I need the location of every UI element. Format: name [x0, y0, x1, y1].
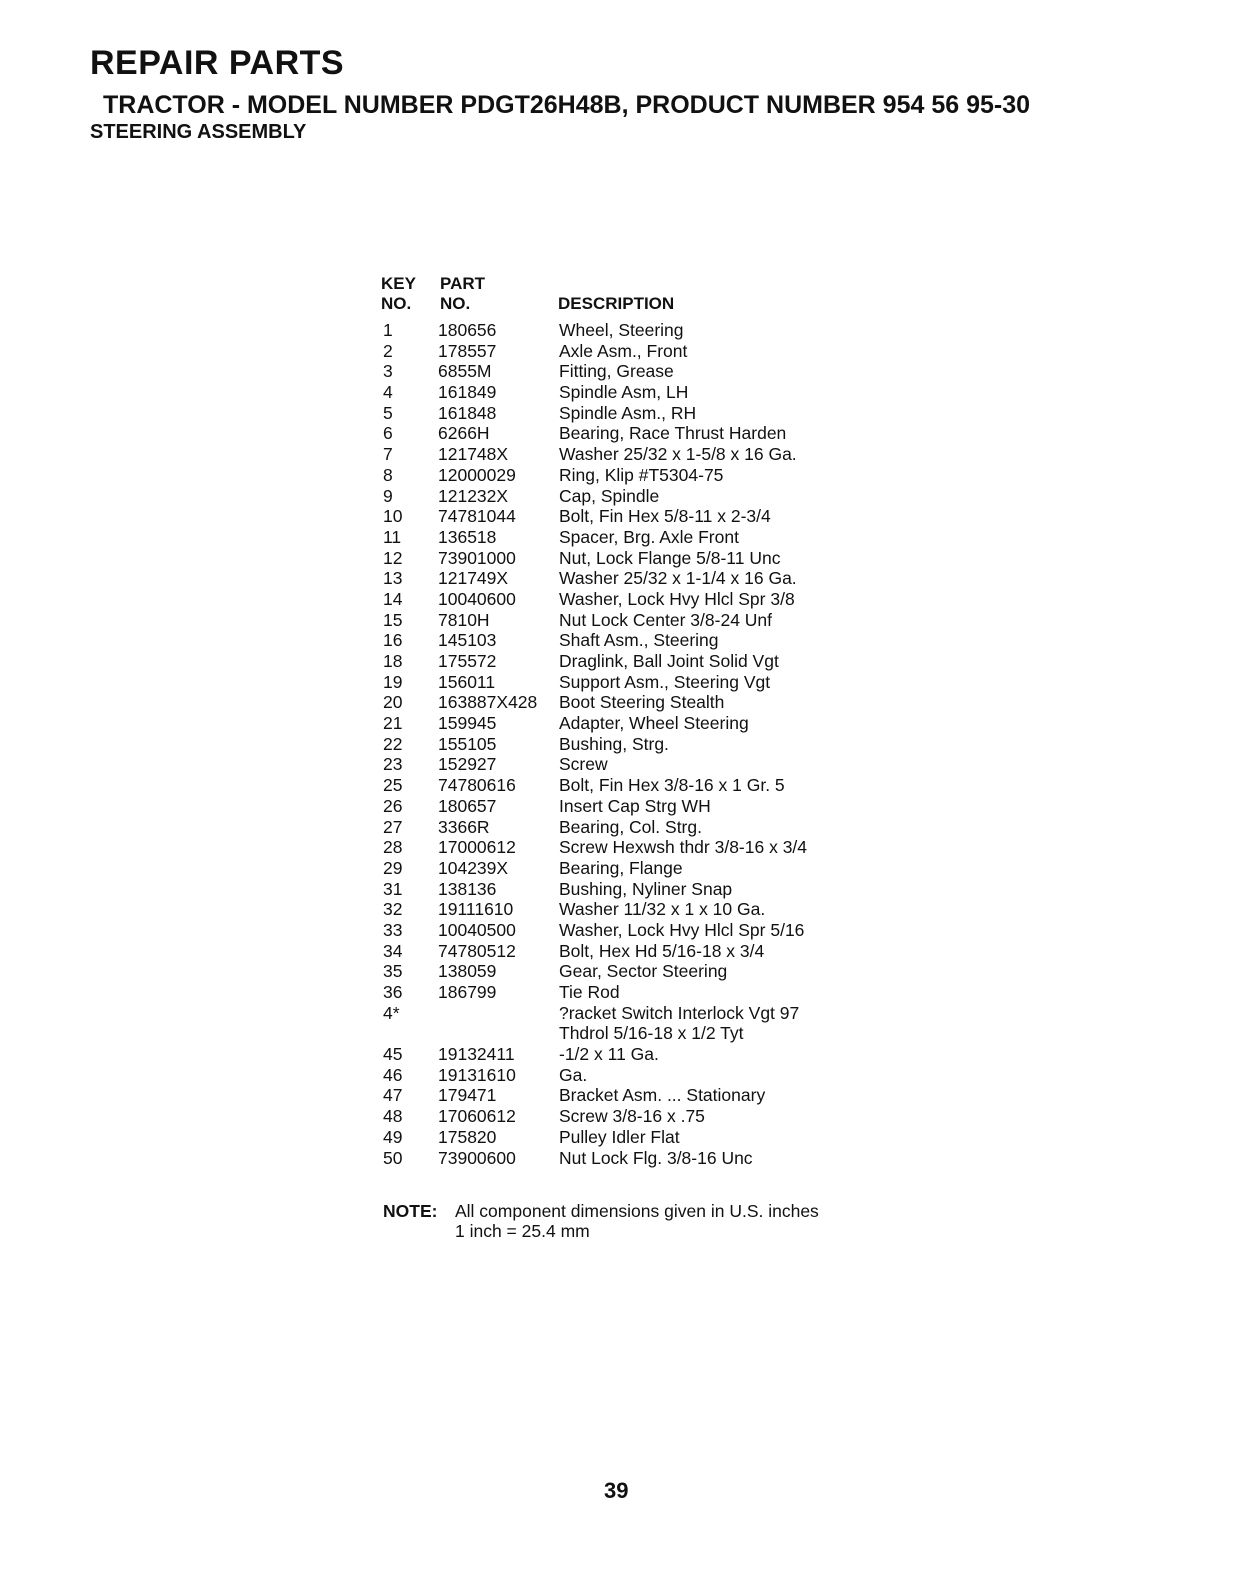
- part-number-cell: 19131610: [438, 1064, 516, 1085]
- part-column-header-no: NO.: [440, 294, 471, 313]
- description-cell: ?racket Switch Interlock Vgt 97: [559, 1002, 800, 1023]
- key-cell: 49: [383, 1126, 403, 1147]
- part-number-cell: 180656: [438, 320, 497, 340]
- description-cell: Fitting, Grease: [559, 361, 674, 382]
- key-cell: 22: [383, 733, 403, 754]
- description-cell: Washer 11/32 x 1 x 10 Ga.: [559, 899, 766, 920]
- key-cell: 8: [383, 464, 393, 485]
- description-cell: Bracket Asm. ... Stationary: [559, 1085, 766, 1106]
- description-cell: Boot Steering Stealth: [559, 692, 725, 713]
- part-number-cell: 179471: [438, 1085, 497, 1106]
- part-number-cell: 163887X428: [438, 692, 538, 713]
- part-number-cell: 136518: [438, 526, 497, 547]
- description-cell: Washer 25/32 x 1-1/4 x 16 Ga.: [559, 568, 797, 589]
- part-number-cell: 121232X: [438, 485, 509, 506]
- key-cell: 31: [383, 878, 403, 899]
- part-number-cell: 161849: [438, 382, 497, 403]
- key-cell: 27: [383, 816, 403, 837]
- key-cell: 35: [383, 961, 403, 982]
- description-cell: Spacer, Brg. Axle Front: [559, 526, 739, 547]
- key-cell: 28: [383, 837, 403, 858]
- part-number-cell: 10040500: [438, 919, 516, 940]
- key-cell: 11: [383, 526, 402, 547]
- page-number: 39: [604, 1478, 629, 1503]
- description-cell: Nut Lock Center 3/8-24 Unf: [559, 609, 773, 630]
- description-cell: Tie Rod: [559, 982, 620, 1002]
- description-cell: Washer, Lock Hvy Hlcl Spr 5/16: [559, 919, 805, 940]
- key-cell: 34: [383, 940, 403, 961]
- part-number-cell: 138136: [438, 878, 497, 899]
- description-cell: Washer 25/32 x 1-5/8 x 16 Ga.: [559, 444, 797, 465]
- description-cell: Insert Cap Strg WH: [559, 795, 711, 816]
- note-line-2: 1 inch = 25.4 mm: [455, 1221, 590, 1241]
- part-number-cell: 121748X: [438, 444, 509, 465]
- description-cell: Support Asm., Steering Vgt: [559, 671, 771, 692]
- part-number-cell: 178557: [438, 340, 497, 361]
- key-cell: 13: [383, 568, 403, 589]
- key-cell: 48: [383, 1106, 403, 1127]
- description-cell: Bolt, Fin Hex 3/8-16 x 1 Gr. 5: [559, 775, 785, 796]
- description-cell: Screw: [559, 754, 608, 775]
- description-cell: Spindle Asm., RH: [559, 402, 697, 423]
- description-cell: Cap, Spindle: [559, 485, 660, 506]
- key-cell: 6: [383, 423, 393, 444]
- key-cell: 12: [383, 547, 403, 568]
- description-cell: Washer, Lock Hvy Hlcl Spr 3/8: [559, 588, 795, 609]
- description-cell: Adapter, Wheel Steering: [559, 713, 749, 734]
- part-number-cell: 74780512: [438, 940, 516, 961]
- key-cell: 7: [383, 444, 393, 465]
- description-cell: Screw Hexwsh thdr 3/8-16 x 3/4: [559, 837, 808, 858]
- key-cell: 2: [383, 340, 393, 361]
- description-cell: -1/2 x 11 Ga.: [559, 1044, 659, 1065]
- description-cell: Nut Lock Flg. 3/8-16 Unc: [559, 1147, 753, 1168]
- key-cell: 1: [383, 320, 393, 340]
- key-cell: 32: [383, 899, 403, 920]
- description-cell: Bushing, Strg.: [559, 733, 669, 754]
- part-number-cell: 17000612: [438, 837, 516, 858]
- key-column-header: KEY: [381, 274, 416, 293]
- tractor-model-heading: TRACTOR - MODEL NUMBER PDGT26H48B, PRODUCT NUMBER 954 56 95-30: [103, 91, 1031, 119]
- part-number-cell: 121749X: [438, 568, 509, 589]
- key-cell: 50: [383, 1147, 403, 1168]
- part-number-cell: 73900600: [438, 1147, 516, 1168]
- part-column-header: PART: [440, 274, 486, 293]
- section-heading: STEERING ASSEMBLY: [90, 121, 307, 143]
- part-number-cell: 138059: [438, 961, 497, 982]
- part-number-cell: 175820: [438, 1126, 497, 1147]
- description-cell: Screw 3/8-16 x .75: [559, 1106, 705, 1127]
- key-cell: 3: [383, 361, 393, 382]
- description-cell: Bearing, Col. Strg.: [559, 816, 702, 837]
- part-number-cell: 74781044: [438, 506, 516, 527]
- description-cell: Bolt, Hex Hd 5/16-18 x 3/4: [559, 940, 765, 961]
- description-cell: Thdrol 5/16-18 x 1/2 Tyt: [559, 1023, 744, 1044]
- part-number-cell: 155105: [438, 733, 497, 754]
- description-cell: Spindle Asm, LH: [559, 382, 689, 403]
- key-cell: 36: [383, 982, 403, 1002]
- part-number-cell: 6266H: [438, 423, 490, 444]
- note-line-1: All component dimensions given in U.S. inches: [455, 1201, 819, 1221]
- description-cell: Wheel, Steering: [559, 320, 684, 340]
- part-number-cell: 156011: [438, 671, 496, 692]
- description-cell: Shaft Asm., Steering: [559, 630, 719, 651]
- part-number-cell: 7810H: [438, 609, 490, 630]
- description-cell: Bearing, Race Thrust Harden: [559, 423, 787, 444]
- key-cell: 20: [383, 692, 403, 713]
- key-cell: 16: [383, 630, 403, 651]
- description-cell: Gear, Sector Steering: [559, 961, 728, 982]
- key-cell: 5: [383, 402, 393, 423]
- key-cell: 23: [383, 754, 403, 775]
- description-cell: Bushing, Nyliner Snap: [559, 878, 733, 899]
- description-cell: Ga.: [559, 1064, 588, 1085]
- key-cell: 21: [383, 713, 403, 734]
- key-cell: 4*: [383, 1002, 400, 1023]
- key-cell: 33: [383, 919, 403, 940]
- part-number-cell: 159945: [438, 713, 497, 734]
- key-cell: 14: [383, 588, 403, 609]
- description-cell: Ring, Klip #T5304-75: [559, 464, 724, 485]
- part-number-cell: 145103: [438, 630, 497, 651]
- part-number-cell: 19132411: [438, 1044, 515, 1065]
- description-cell: Bolt, Fin Hex 5/8-11 x 2-3/4: [559, 506, 771, 527]
- description-cell: Axle Asm., Front: [559, 340, 688, 361]
- key-cell: 18: [383, 651, 403, 671]
- part-number-cell: 186799: [438, 982, 497, 1002]
- key-cell: 29: [383, 857, 403, 878]
- part-number-cell: 180657: [438, 795, 497, 816]
- key-cell: 47: [383, 1085, 403, 1106]
- key-cell: 45: [383, 1044, 403, 1065]
- description-cell: Bearing, Flange: [559, 857, 683, 878]
- note-label: NOTE:: [383, 1201, 438, 1221]
- key-cell: 10: [383, 506, 403, 527]
- description-cell: Draglink, Ball Joint Solid Vgt: [559, 651, 779, 671]
- key-cell: 4: [383, 382, 393, 403]
- key-cell: 19: [383, 671, 403, 692]
- key-column-header-no: NO.: [381, 294, 412, 313]
- part-number-cell: 19111610: [438, 899, 514, 920]
- part-number-cell: 17060612: [438, 1106, 516, 1127]
- key-cell: 15: [383, 609, 403, 630]
- part-number-cell: 161848: [438, 402, 497, 423]
- key-cell: 25: [383, 775, 403, 796]
- key-cell: 46: [383, 1064, 403, 1085]
- part-number-cell: 3366R: [438, 816, 490, 837]
- part-number-cell: 152927: [438, 754, 497, 775]
- key-cell: 9: [383, 485, 393, 506]
- part-number-cell: 6855M: [438, 361, 492, 382]
- key-cell: 26: [383, 795, 403, 816]
- part-number-cell: 74780616: [438, 775, 516, 796]
- description-cell: Pulley Idler Flat: [559, 1126, 680, 1147]
- part-number-cell: 175572: [438, 651, 497, 671]
- part-number-cell: 10040600: [438, 588, 516, 609]
- description-cell: Nut, Lock Flange 5/8-11 Unc: [559, 547, 781, 568]
- page-title: REPAIR PARTS: [90, 44, 345, 82]
- part-number-cell: 73901000: [438, 547, 516, 568]
- part-number-cell: 12000029: [438, 464, 516, 485]
- description-column-header: DESCRIPTION: [558, 294, 675, 313]
- part-number-cell: 104239X: [438, 857, 509, 878]
